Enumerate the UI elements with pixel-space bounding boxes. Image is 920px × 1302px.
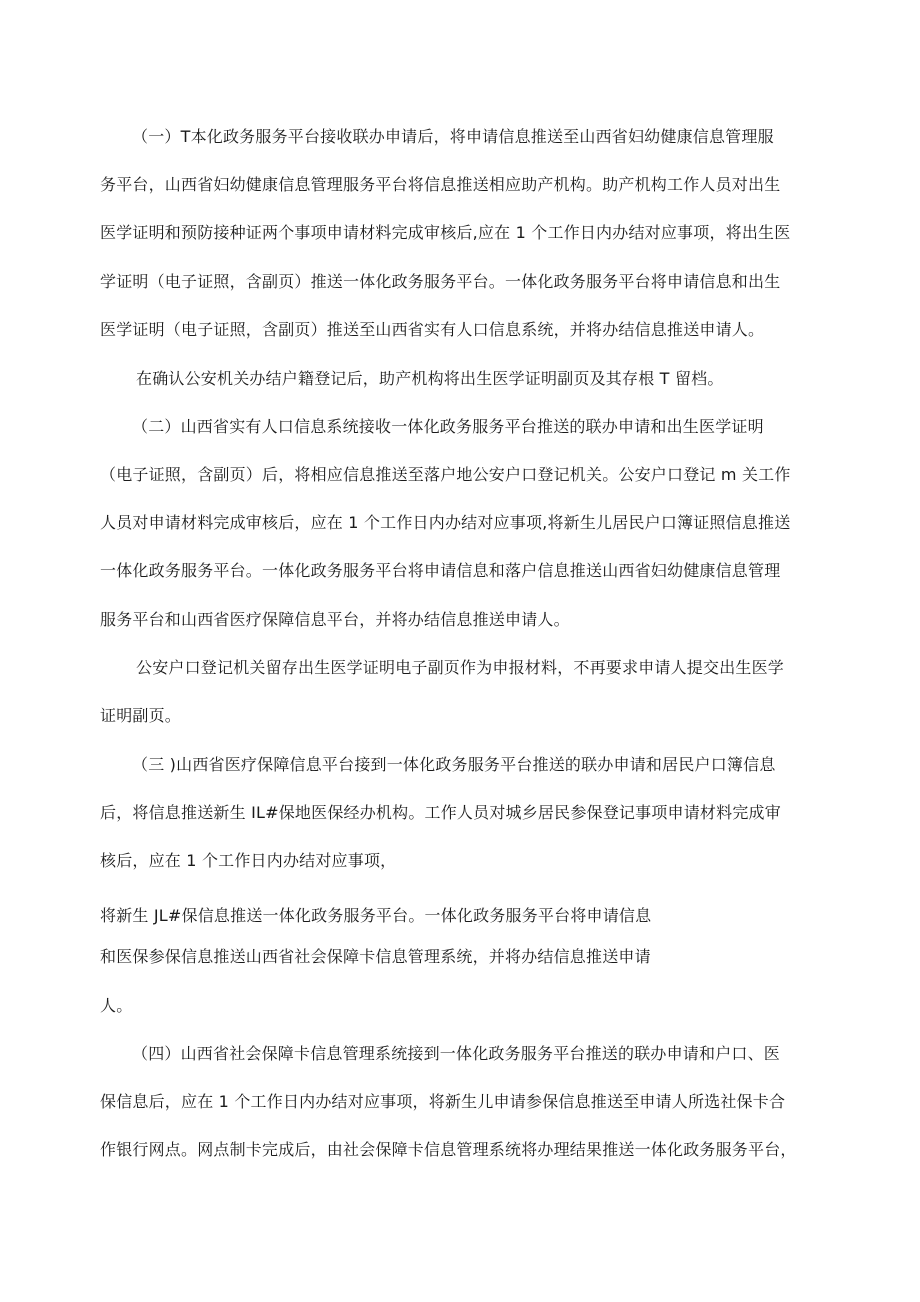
text-line: 保信息后，应在 1 个工作日内办结对应事项，将新生儿申请参保信息推送至申请人所选社保卡合 <box>100 1092 786 1111</box>
text-line: 证明副页。 <box>100 706 182 725</box>
text-line: 人员对申请材料完成审核后，应在 1 个工作日内办结对应事项,将新生儿居民户口簿证照信息推送 <box>100 513 791 532</box>
text-line: 学证明（电子证照，含副页）推送一体化政务服务平台。一体化政务服务平台将申请信息和出生 <box>100 272 781 291</box>
text-line: 将新生 JL#保信息推送一体化政务服务平台。一体化政务服务平台将申请信息 <box>100 906 652 925</box>
text-line: 和医保参保信息推送山西省社会保障卡信息管理系统，并将办结信息推送申请 <box>100 947 651 966</box>
text-line: 务平台，山西省妇幼健康信息管理服务平台将信息推送相应助产机构。助产机构工作人员对出生 <box>100 175 781 194</box>
text-line: 在确认公安机关办结户籍登记后，助产机构将出生医学证明副页及其存根 T 留档。 <box>136 369 724 388</box>
text-line: 后，将信息推送新生 IL#保地医保经办机构。工作人员对城乡居民参保登记事项申请材料完成审 <box>100 803 781 822</box>
text-line: 一体化政务服务平台。一体化政务服务平台将申请信息和落户信息推送山西省妇幼健康信息管理 <box>100 561 781 580</box>
text-line: （一）T本化政务服务平台接收联办申请后，将申请信息推送至山西省妇幼健康信息管理服 <box>132 127 774 146</box>
text-line: （三 )山西省医疗保障信息平台接到一体化政务服务平台推送的联办申请和居民户口簿信息 <box>132 755 776 774</box>
text-line: （电子证照，含副页）后，将相应信息推送至落户地公安户口登记机关。公安户口登记 m 关工作 <box>100 465 791 484</box>
text-line: 医学证明和预防接种证两个事项申请材料完成审核后,应在 1 个工作日内办结对应事项，将出生医 <box>100 223 791 242</box>
text-line: （二）山西省实有人口信息系统接收一体化政务服务平台推送的联办申请和出生医学证明 <box>132 417 764 436</box>
text-line: 人。 <box>100 996 133 1015</box>
text-line: 服务平台和山西省医疗保障信息平台，并将办结信息推送申请人。 <box>100 610 570 629</box>
text-line: 医学证明（电子证照，含副页）推送至山西省实有人口信息系统，并将办结信息推送申请人。 <box>100 320 765 339</box>
text-line: 作银行网点。网点制卡完成后，由社会保障卡信息管理系统将办理结果推送一体化政务服务平台， <box>100 1140 797 1159</box>
text-line: 公安户口登记机关留存出生医学证明电子副页作为申报材料，不再要求申请人提交出生医学 <box>136 658 785 677</box>
text-line: （四）山西省社会保障卡信息管理系统接到一体化政务服务平台推送的联办申请和户口、医 <box>132 1044 781 1063</box>
text-line: 核后，应在 1 个工作日内办结对应事项， <box>100 851 397 870</box>
